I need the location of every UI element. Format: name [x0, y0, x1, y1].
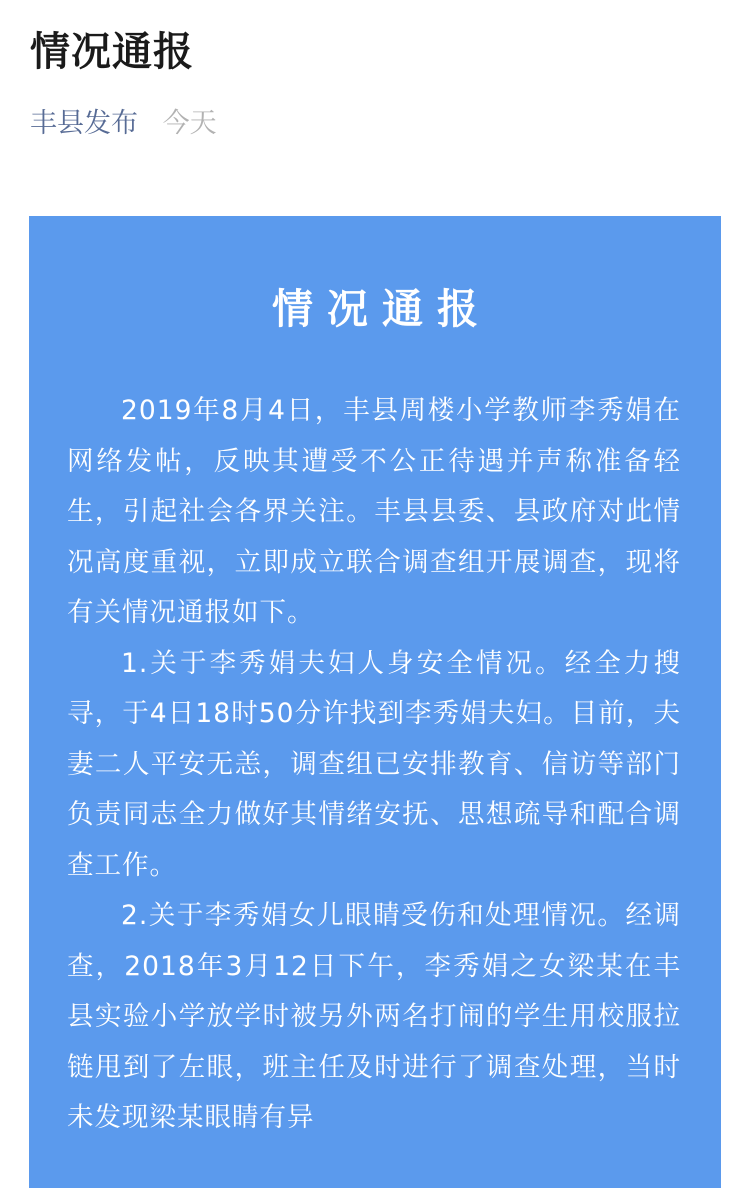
notice-body: [67, 386, 681, 1144]
publish-date: 今天: [162, 108, 217, 139]
notice-paragraph: 2.关于李秀娟女儿眼睛受伤和处理情况。经调查，2018年3月12日下午，李秀娟之女梁某在丰县实验小学放学时被另外两名打闹的学生用校服拉链甩到了左眼，班主任及时进行了调查处理，当时未发现梁某眼睛有异: [67, 900, 681, 1133]
notice-paragraph: 1.关于李秀娟夫妇人身安全情况。经全力搜寻，于4日18时50分许找到李秀娟夫妇。目前，夫妻二人平安无恙，调查组已安排教育、信访等部门负责同志全力做好其情绪安抚、思想疏导和配合调查工作。: [67, 647, 681, 881]
account-name-link[interactable]: 丰县发布: [30, 108, 138, 139]
article-title: 情况通报: [30, 29, 194, 75]
notice-paragraph: 2019年8月4日，丰县周楼小学教师李秀娟在网络发帖，反映其遭受不公正待遇并声称准备轻生，引起社会各界关注。丰县县委、县政府对此情况高度重视，立即成立联合调查组开展调查，现将有关情况通报如下。: [67, 395, 681, 628]
article-meta: [30, 104, 217, 144]
notice-image: [29, 216, 721, 1188]
notice-title: 情况通报: [272, 285, 492, 333]
